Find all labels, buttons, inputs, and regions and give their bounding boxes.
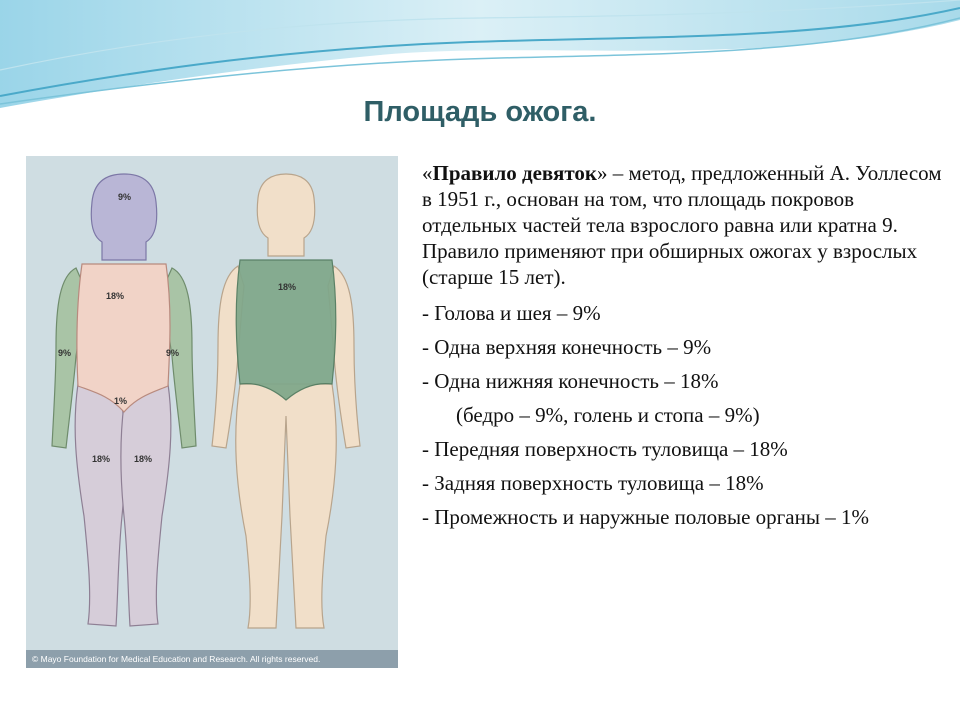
- list-item-note: (бедро – 9%, голень и стопа – 9%): [456, 403, 760, 427]
- front-left-leg-percent: 18%: [92, 454, 111, 464]
- list-item: - Промежность и наружные половые органы – 1%: [422, 505, 869, 529]
- front-right-leg-percent: 18%: [134, 454, 153, 464]
- list-item: - Одна верхняя конечность – 9%: [422, 335, 712, 359]
- back-legs: [236, 384, 337, 628]
- front-perineum-percent: 1%: [114, 396, 128, 406]
- list-item: - Голова и шея – 9%: [422, 301, 601, 325]
- copyright-caption: © Mayo Foundation for Medical Education and Research. All rights reserved.: [26, 650, 398, 668]
- front-right-arm-percent: 9%: [166, 348, 180, 358]
- list-item: - Передняя поверхность туловища – 18%: [422, 437, 788, 461]
- front-head-zone: [91, 174, 156, 260]
- quote-open: «: [422, 161, 433, 185]
- rule-name: Правило девяток: [432, 161, 597, 185]
- back-trunk-zone: [236, 260, 336, 400]
- intro-text: » – метод, предложенный А. Уоллесом в 1951 г., основан на том, что площадь покровов отдельных частей тела взрослого равна или кратна 9. Правило применяют при обширных ожогах у взрослых (старше 15 лет).: [422, 161, 942, 289]
- back-trunk-percent: 18%: [278, 282, 297, 292]
- back-body-figure: [212, 174, 360, 628]
- back-head: [257, 174, 314, 256]
- slide-title: Площадь ожога.: [363, 96, 597, 128]
- front-trunk-percent: 18%: [106, 291, 125, 301]
- front-trunk-zone: [77, 264, 170, 412]
- rule-of-nines-description: [422, 160, 942, 538]
- front-left-leg-zone: [75, 384, 128, 626]
- intro-paragraph: [422, 160, 942, 290]
- rule-of-nines-illustration: [26, 156, 398, 668]
- front-right-leg-zone: [121, 384, 171, 626]
- front-left-arm-percent: 9%: [58, 348, 72, 358]
- front-head-percent: 9%: [118, 192, 132, 202]
- list-item: - Одна нижняя конечность – 18%: [422, 369, 719, 393]
- list-item: - Задняя поверхность туловища – 18%: [422, 471, 764, 495]
